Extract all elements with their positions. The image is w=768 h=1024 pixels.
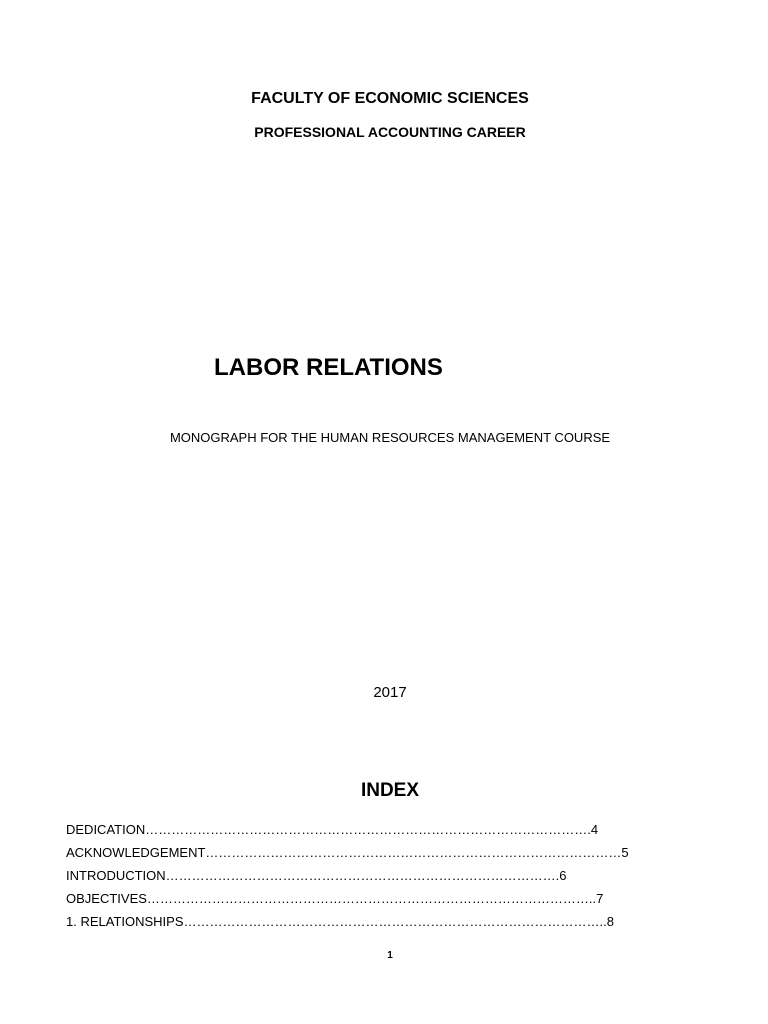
toc-leader: …………………………………………………………………………………………. [145,822,591,837]
toc-entry-page: 8 [606,914,614,929]
document-title: LABOR RELATIONS [214,354,443,381]
index-heading: INDEX [360,780,420,801]
document-year: 2017 [373,684,407,701]
table-of-contents [66,818,686,933]
toc-entry-label: 1. RELATIONSHIPS [66,914,184,929]
toc-entry-relationships[interactable] [66,910,686,933]
toc-entry-label: INTRODUCTION [66,868,166,883]
toc-entry-objectives[interactable] [66,887,686,910]
faculty-name: FACULTY OF ECONOMIC SCIENCES [251,90,529,107]
toc-entry-page: 5 [621,845,629,860]
toc-entry-page: 7 [596,891,604,906]
toc-leader: …………………………………………………………………………………….. [183,914,607,929]
toc-leader: ………………………………………………………………………………. [165,868,560,883]
toc-entry-acknowledgement[interactable] [66,841,686,864]
career-name: PROFESSIONAL ACCOUNTING CAREER [254,124,526,140]
toc-entry-label: OBJECTIVES [66,891,147,906]
toc-entry-page: 6 [559,868,567,883]
toc-entry-page: 4 [590,822,599,837]
toc-leader: ………………………………………………………………………………………….. [146,891,597,906]
toc-leader: …………………………………………………………………………………… [205,845,622,860]
toc-entry-dedication[interactable] [66,818,686,841]
document-subtitle: MONOGRAPH FOR THE HUMAN RESOURCES MANAGEMENT COURSE [169,430,611,445]
toc-entry-label: DEDICATION [66,822,146,837]
toc-entry-label: ACKNOWLEDGEMENT [66,845,206,860]
page-number: 1 [387,950,393,961]
toc-entry-introduction[interactable] [66,864,686,887]
